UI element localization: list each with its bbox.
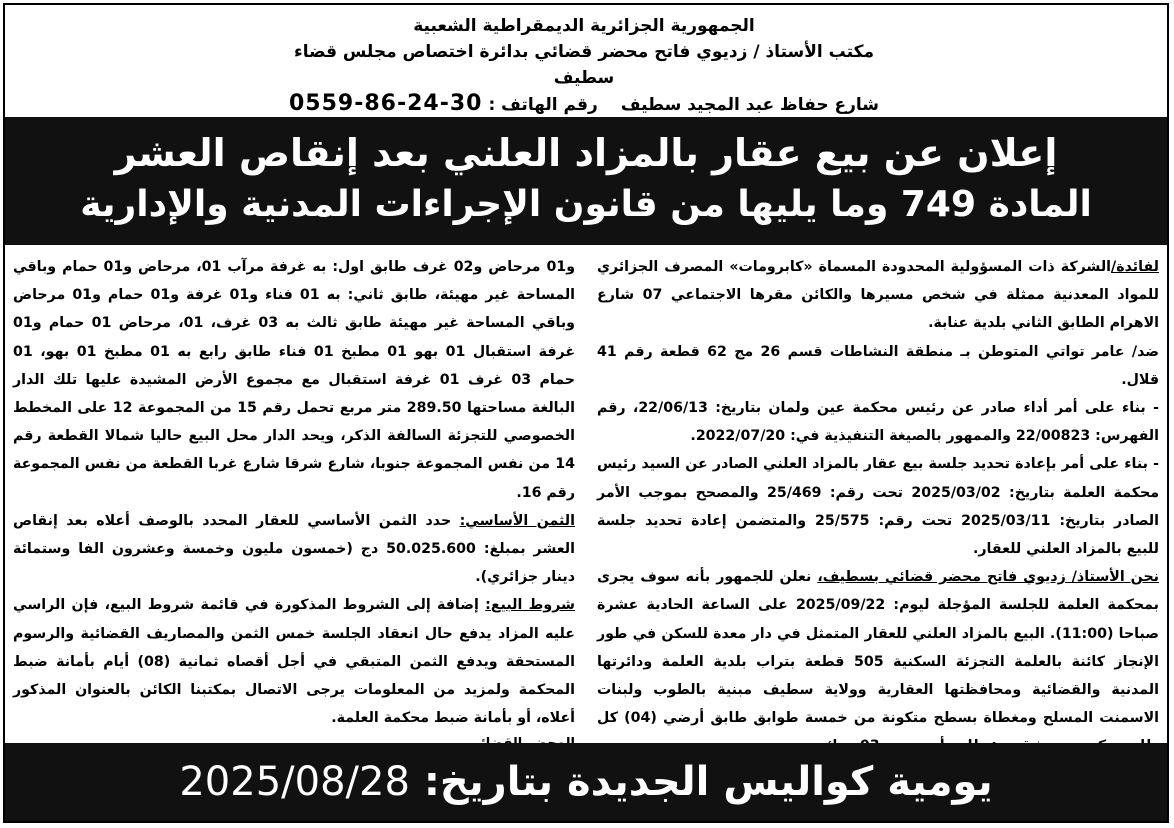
base-price-text: حدد الثمن الأساسي للعقار المحدد بالوصف أعلاه بعد إنقاص العشر بمبلغ: 50.025.600 دج (خمسون مليون وخمسة وعشرون الفا وستمائة دينار جزائري). <box>13 512 575 586</box>
right-column <box>597 253 1159 743</box>
publication-date: 2025/08/28 <box>179 759 410 805</box>
title-line-2: المادة 749 وما يليها من قانون الإجراءات المدنية والإدارية <box>80 184 1092 225</box>
phone-label: رقم الهاتف : <box>488 95 598 115</box>
title-band <box>5 117 1167 245</box>
announcement-frame <box>3 3 1169 823</box>
base-price-label: الثمن الأساسي: <box>459 512 575 529</box>
court-order-paragraph: - بناء على أمر بإعادة تحديد جلسة بيع عقار بالمزاد العلني الصادر عن السيد رئيس محكمة العلمة بتاريخ: 2025/03/02 تحت رقم: 25/469 والمصحح بموجب الأمر الصادر بتاريخ: 2025/03/11 تحت رقم: 25/575 والمتضمن إعادة تحديد جلسة للبيع بالمزاد العلني للعقار. <box>597 456 1159 558</box>
phone-block <box>289 91 598 118</box>
sale-conditions-label: شروط البيع: <box>485 597 575 614</box>
office-address: شارع حفاظ عبد المجيد سطيف <box>620 95 879 115</box>
property-paragraph: و01 مرحاض و02 غرف طابق اول: به غرفة مرآب 01، مرحاض و01 حمام وباقي المساحة غير مهيئة، طابق ثاني: به 01 فناء و01 غرفة و01 حمام و01 مرحاض وباقي المساحة غير مهيئة طابق ثالث به 03 غرف، 01، مرحاض 01 حمام و01 غرفة استقبال 01 بهو 01 مطبخ 01 فناء طابق رابع به 01 مطبخ 01 بهو، 01 حمام 03 غرف 01 غرفة استقبال مع مجموع الأرض المشيدة عليها تلك الدار البالغة مساحتها 289.50 متر مربع تحمل رقم 15 من المجموعة 12 على المخطط الخصوصي للتجزئة السالفة الذكر، ويحد الدار محل البيع حاليا شمالا القطعة رقم 14 من نفس المجموعة جنوبا، شارع شرقا شارع غربا القطعة من نفس المجموعة رقم 16. <box>13 259 576 501</box>
left-column <box>13 253 575 743</box>
contact-row <box>289 91 879 118</box>
newspaper-name: يومية كواليس الجديدة بتاريخ: <box>423 759 993 805</box>
beneficiary-paragraph <box>597 253 1159 338</box>
sale-conditions-paragraph <box>13 591 575 732</box>
bailiff-label: نحن الأستاذ/ زديوي فاتح محضر قضائي بسطيف، <box>817 569 1159 586</box>
office-name: مكتب الأستاذ / زديوي فاتح محضر قضائي بدائرة اختصاص مجلس قضاء سطيف <box>294 42 874 88</box>
against-paragraph: ضد/ عامر تواتي المتوطن بـ منطقة النشاطات قسم 26 مج 62 قطعة رقم 41 قلال. <box>597 343 1159 388</box>
sale-conditions-text: إضافة إلى الشروط المذكورة في قائمة شروط البيع، فإن الراسي عليه المزاد يدفع حال انعقاد الجلسة خمس الثمن والمصاريف القضائية والرسوم المستحقة ويدفع الثمن المتبقي في أجل أقصاه ثمانية (08) أيام بأمانة ضبط المحكمة ولمزيد من المعلومات يرجى الاتصال بمكتبنا الكائن بالعنوان المذكور أعلاه، أو بأمانة ضبط محكمة العلمة. <box>13 597 576 727</box>
footer-band <box>5 743 1167 821</box>
republic-name: الجمهورية الجزائرية الديمقراطية الشعبية <box>413 16 755 36</box>
office-header <box>289 13 879 118</box>
body-columns <box>13 253 1159 743</box>
sale-paragraph <box>597 563 1159 760</box>
base-price-paragraph <box>13 507 575 592</box>
title-line-1: إعلان عن بيع عقار بالمزاد العلني بعد إنقاص العشر <box>114 131 1058 175</box>
beneficiary-text: الشركة ذات المسؤولية المحدودة المسماة «كابرومات» المصرف الجزائري للمواد المعدنية ممثلة في شخص مسيرها والكائن مقرها الاجتماعي 07 شارع الاهرام الطابق الثاني بلدية عنابة. <box>597 259 1160 332</box>
sale-text: نعلن للجمهور بأنه سوف يجرى بمحكمة العلمة للجلسة المؤجلة ليوم: 2025/09/22 على الساعة الحادية عشرة صباحا (11:00). البيع بالمزاد العلني للعقار المتمثل في دار معدة للسكن في طور الإنجاز كائنة بالعلمة التجزئة السكنية 505 قطعة بتراب بلدية العلمة ودائرتها المدنية والقضائية ومحافظتها العقارية وولاية سطيف مبنية بالطوب ولبنات الاسمنت المسلح ومغطاة بسطح متكونة من خمسة طوابق طابق أرضي (04) كل <box>597 569 1159 727</box>
phone-number: 0559-86-24-30 <box>289 91 483 116</box>
beneficiary-label: لفائدة/ <box>1111 259 1159 275</box>
payment-order-paragraph: - بناء على أمر أداء صادر عن رئيس محكمة عين ولمان بتاريخ: 22/06/13، رقم الفهرس: 22/00823 والممهور بالصيغة التنفيذية في: 2022/07/20. <box>597 400 1159 445</box>
